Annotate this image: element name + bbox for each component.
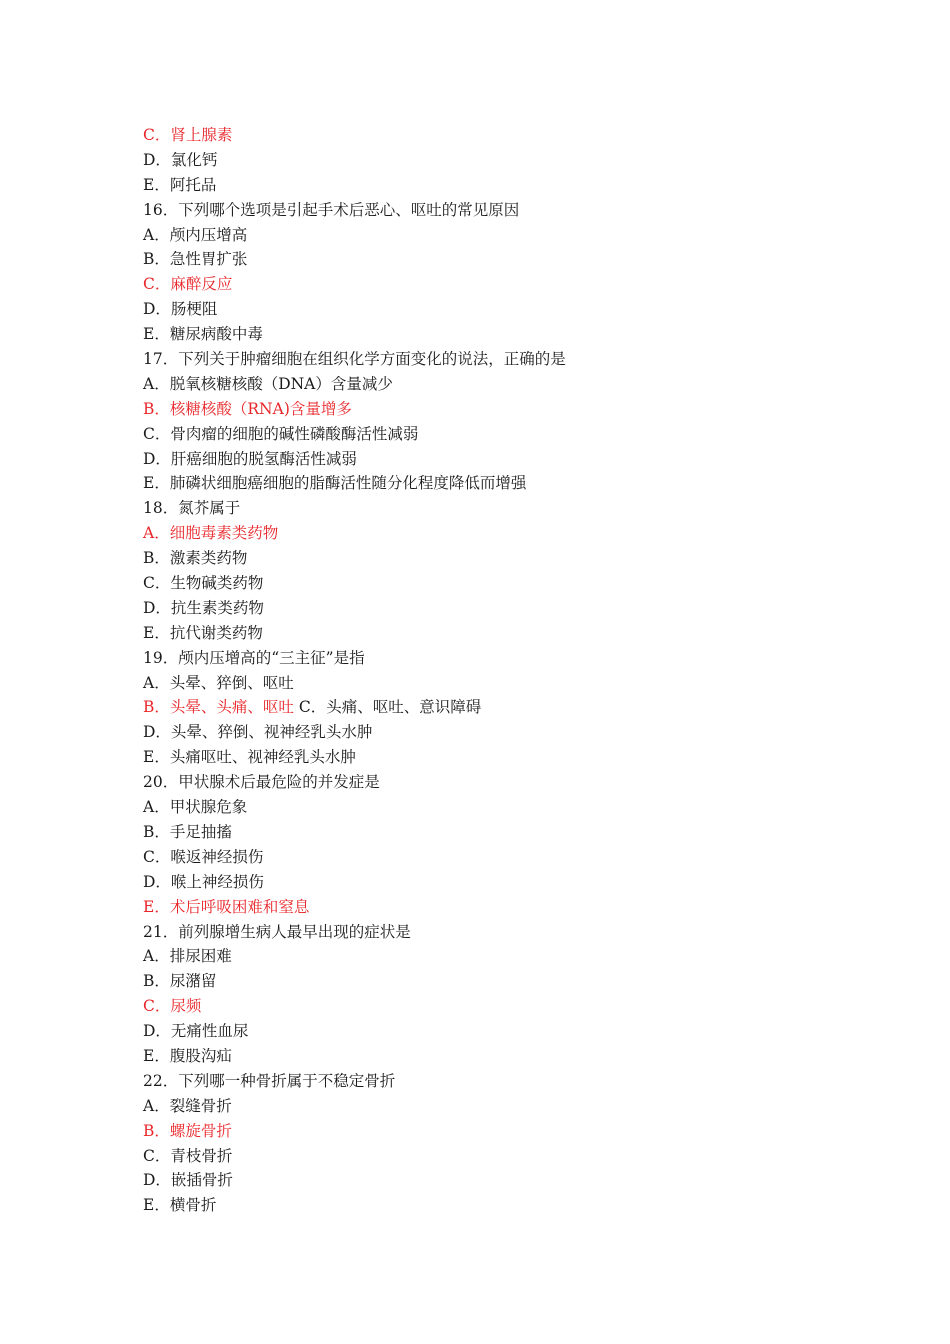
option-line: C．喉返神经损伤: [143, 847, 264, 866]
option-line: C．骨肉瘤的细胞的碱性磷酸酶活性减弱: [143, 424, 419, 443]
option-line: D．无痛性血尿: [143, 1022, 249, 1041]
option-line: A．头晕、猝倒、呕吐: [143, 673, 294, 692]
option-line: D．抗生素类药物: [143, 598, 264, 617]
option-line: B．激素类药物: [143, 549, 248, 568]
option-text: C．头痛、呕吐、意识障碍: [293, 698, 482, 717]
option-line: A．脱氧核糖核酸（DNA）含量减少: [143, 374, 393, 393]
correct-answer-option: C．麻醉反应: [143, 275, 233, 294]
option-line: E．腹股沟疝: [143, 1046, 232, 1065]
correct-answer-option: C．肾上腺素: [143, 126, 233, 144]
option-line: [143, 695, 843, 720]
question-stem: 20．甲状腺术后最危险的并发症是: [143, 773, 380, 792]
option-line: D．肠梗阻: [143, 300, 218, 319]
option-line: D．头晕、猝倒、视神经乳头水肿: [143, 723, 373, 742]
question-stem: 18．氮芥属于: [143, 499, 241, 518]
option-line: B．手足抽搐: [143, 822, 232, 841]
correct-answer-option: A．细胞毒素类药物: [143, 524, 279, 543]
option-line: D．氯化钙: [143, 150, 218, 169]
question-stem: 21．前列腺增生病人最早出现的症状是: [143, 922, 411, 941]
option-line: E．头痛呕吐、视神经乳头水肿: [143, 748, 356, 767]
question-stem: 17．下列关于肿瘤细胞在组织化学方面变化的说法，正确的是: [143, 350, 566, 369]
question-list: [143, 123, 843, 1218]
option-line: E．糖尿病酸中毒: [143, 325, 263, 344]
option-line: D．嵌插骨折: [143, 1171, 233, 1190]
option-line: C．生物碱类药物: [143, 574, 264, 593]
option-line: A．甲状腺危象: [143, 798, 248, 817]
option-line: B．尿潴留: [143, 972, 217, 991]
option-line: E．阿托品: [143, 175, 217, 194]
option-line: D．喉上神经损伤: [143, 872, 264, 891]
option-line: E．肺磷状细胞癌细胞的脂酶活性随分化程度降低而增强: [143, 474, 527, 493]
option-line: A．裂缝骨折: [143, 1096, 232, 1115]
option-line: B．急性胃扩张: [143, 250, 248, 269]
option-line: A．排尿困难: [143, 947, 232, 966]
option-line: E．抗代谢类药物: [143, 623, 263, 642]
correct-answer-option: C．尿频: [143, 997, 202, 1016]
question-stem: 16．下列哪个选项是引起手术后恶心、呕吐的常见原因: [143, 200, 520, 219]
correct-answer-option: B．核糖核酸（RNA)含量增多: [143, 399, 352, 418]
option-line: D．肝癌细胞的脱氢酶活性减弱: [143, 449, 357, 468]
option-line: C．青枝骨折: [143, 1146, 233, 1165]
question-stem: 22．下列哪一种骨折属于不稳定骨折: [143, 1071, 396, 1090]
option-line: A．颅内压增高: [143, 225, 248, 244]
correct-answer-option: E．术后呼吸困难和窒息: [143, 897, 310, 916]
correct-answer-text: B．头晕、头痛、呕吐: [143, 698, 294, 717]
option-line: E．横骨折: [143, 1196, 217, 1215]
correct-answer-option: B．螺旋骨折: [143, 1121, 232, 1140]
question-stem: 19．颅内压增高的“三主征”是指: [143, 648, 365, 667]
